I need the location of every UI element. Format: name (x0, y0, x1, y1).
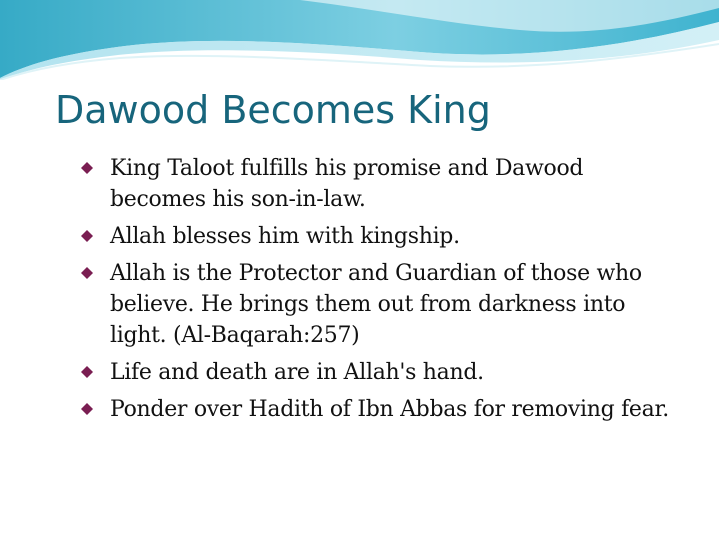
list-item (80, 153, 670, 215)
bullet-text: Allah blesses him with kingship. (110, 224, 460, 249)
bullet-text: Ponder over Hadith of Ibn Abbas for removing fear. (110, 397, 669, 422)
list-item (80, 394, 670, 425)
slide-title: Dawood Becomes King (55, 88, 491, 132)
list-item (80, 221, 670, 252)
bullet-text: King Taloot fulfills his promise and Dawood becomes his son-in-law. (110, 156, 584, 212)
bullet-list (80, 153, 670, 431)
diamond-bullet-icon (81, 366, 93, 378)
diamond-bullet-icon (81, 230, 93, 242)
diamond-bullet-icon (81, 403, 93, 415)
bullet-text: Life and death are in Allah's hand. (110, 360, 484, 385)
wave-header-decoration (0, 0, 719, 80)
list-item (80, 357, 670, 388)
diamond-bullet-icon (81, 267, 93, 279)
bullet-text: Allah is the Protector and Guardian of those who believe. He brings them out from darkness into light. (Al-Baqarah:257) (110, 261, 642, 348)
list-item (80, 258, 670, 351)
diamond-bullet-icon (81, 162, 93, 174)
